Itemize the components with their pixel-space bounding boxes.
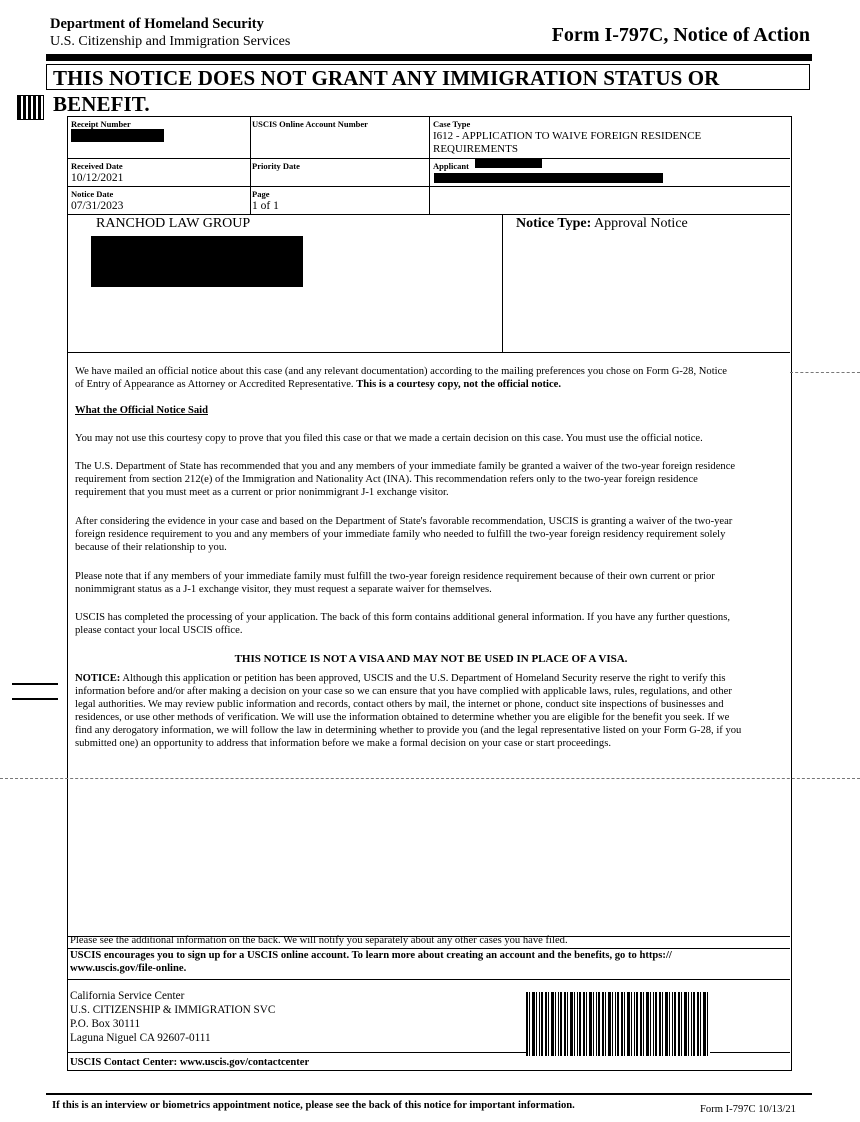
page-value: 1 of 1 [252, 200, 279, 212]
notice-type-label: Notice Type: [516, 216, 592, 231]
online-account-note: USCIS encourages you to sign up for a USCIS online account. To learn more about creating an account and the benefits, go to https:// [70, 950, 672, 961]
section-heading: What the Official Notice Said [75, 405, 208, 416]
form-edition: Form I-797C 10/13/21 [700, 1104, 796, 1115]
courtesy-copy-note: This is a courtesy copy, not the official notice. [356, 378, 562, 390]
service-center-address [70, 989, 275, 1045]
appointment-note: If this is an interview or biometrics appointment notice, please see the back of this notice for important information. [52, 1100, 575, 1111]
redaction-bar [475, 159, 542, 168]
contact-center[interactable]: USCIS Contact Center: www.uscis.gov/contactcenter [70, 1057, 310, 1068]
form-title: Form I-797C, Notice of Action [551, 24, 810, 46]
status-banner: THIS NOTICE DOES NOT GRANT ANY IMMIGRATION STATUS OR BENEFIT. [46, 64, 810, 90]
notice-date-label: Notice Date [71, 189, 114, 199]
notice-label: NOTICE: [75, 673, 121, 684]
text-line: foreign residence requirement to you and any members of your immediate family who needed to fulfill the two-year foreign residency requirement solely [75, 528, 726, 540]
applicant-label: Applicant [433, 161, 469, 171]
redaction-bar [434, 173, 663, 183]
paragraph-state-recommendation [75, 461, 787, 500]
redaction-bar [71, 129, 164, 142]
service-center-agency: U.S. CITIZENSHIP & IMMIGRATION SVC [70, 1004, 276, 1016]
law-firm-name: RANCHOD LAW GROUP [96, 216, 251, 231]
body-text [75, 366, 787, 392]
text-line: because of their relationship to you. [75, 541, 227, 553]
agency-name: U.S. Citizenship and Immigration Services [50, 34, 291, 49]
notice-type-value: Approval Notice [594, 216, 688, 231]
case-type-value-cont: REQUIREMENTS [433, 143, 518, 155]
qr-code [17, 95, 44, 120]
priority-date-label: Priority Date [252, 161, 300, 171]
case-type-label: Case Type [433, 119, 471, 129]
scan-line [0, 778, 860, 779]
margin-mark [12, 698, 58, 700]
paragraph-completed [75, 612, 787, 638]
receipt-number-label: Receipt Number [71, 119, 131, 129]
page-label: Page [252, 189, 270, 199]
po-box: P.O. Box 30111 [70, 1018, 141, 1030]
notice-type [516, 216, 688, 232]
text-line: please contact your local USCIS office. [75, 624, 243, 636]
margin-mark [12, 683, 58, 685]
text-line: find any derogatory information, we will follow the law in determining whether to provide you (and the legal representative listed on your Form G-28, if you [75, 724, 742, 736]
text-line: The U.S. Department of State has recommended that you and any members of your immediate family be granted a waiver of the two-year foreign residence [75, 461, 736, 472]
text-line: After considering the evidence in your case and based on the Department of State's favorable recommendation, USCIS is granting a waiver of the two-year [75, 516, 733, 527]
scan-line [790, 372, 860, 373]
text-line: Please note that if any members of your immediate family must fulfill the two-year foreign residence requirement because of their own current or prior [75, 571, 715, 582]
city-state-zip: Laguna Niguel CA 92607-0111 [70, 1032, 211, 1044]
text-line: requirement from section 212(e) of the Immigration and Nationality Act (INA). This recommendation refers only to the two-year foreign residence [75, 473, 698, 485]
paragraph-family-note [75, 571, 787, 597]
online-account-link[interactable]: www.uscis.gov/file-online. [70, 963, 187, 974]
account-number-label: USCIS Online Account Number [252, 119, 368, 129]
notice-date-value: 07/31/2023 [71, 200, 124, 212]
text-line: of Entry of Appearance as Attorney or Accredited Representative. [75, 378, 357, 390]
text-line: residences, or use other methods of verification. We will use the information obtained to determine whether you are eligible for the benefit you seek. If we [75, 711, 730, 723]
text-line: submitted one) an opportunity to address that information before we make a formal decision on your case or start proceedings. [75, 737, 612, 749]
text-line: We have mailed an official notice about this case (and any relevant documentation) according to the mailing preferences you chose on Form G-28, Notice [75, 366, 728, 377]
additional-info-note: Please see the additional information on the back. We will notify you separately about any other cases you have filed. [70, 935, 568, 946]
paragraph-waiver-granted [75, 516, 787, 555]
bottom-rule [46, 1093, 812, 1095]
text-line: USCIS has completed the processing of your application. The back of this form contains additional general information. If you have any further questions, [75, 612, 730, 623]
text-line: nonimmigrant status as a J-1 exchange visitor, they must request a separate waiver for themselves. [75, 583, 492, 595]
paragraph-mailing [75, 366, 787, 392]
header-rule [46, 54, 812, 61]
barcode [526, 992, 710, 1056]
visa-notice: THIS NOTICE IS NOT A VISA AND MAY NOT BE USED IN PLACE OF A VISA. [234, 653, 628, 665]
redaction-bar [91, 236, 303, 287]
department-name: Department of Homeland Security [50, 16, 264, 32]
text-line: requirement that you must meet as a current or prior nonimmigrant J-1 exchange visitor. [75, 486, 449, 498]
paragraph-verification-notice [75, 673, 787, 750]
service-center-name: California Service Center [70, 990, 185, 1002]
received-date-label: Received Date [71, 161, 123, 171]
case-type-value: I612 - APPLICATION TO WAIVE FOREIGN RESIDENCE [433, 130, 702, 142]
received-date-value: 10/12/2021 [71, 172, 124, 184]
paragraph-courtesy: You may not use this courtesy copy to prove that you filed this case or that we made a certain decision on this case. You must use the official notice. [75, 433, 703, 444]
text-line: Although this application or petition has been approved, USCIS and the U.S. Department of Homeland Security reserve the right to verify this [120, 673, 726, 684]
text-line: legal authorities. We may review public information and records, contact others by mail, the internet or phone, conduct site inspections of businesses and [75, 698, 724, 710]
text-line: information before and/or after making a decision on your case so we can ensure that you have complied with applicable laws, rules, regulations, and other [75, 685, 732, 697]
